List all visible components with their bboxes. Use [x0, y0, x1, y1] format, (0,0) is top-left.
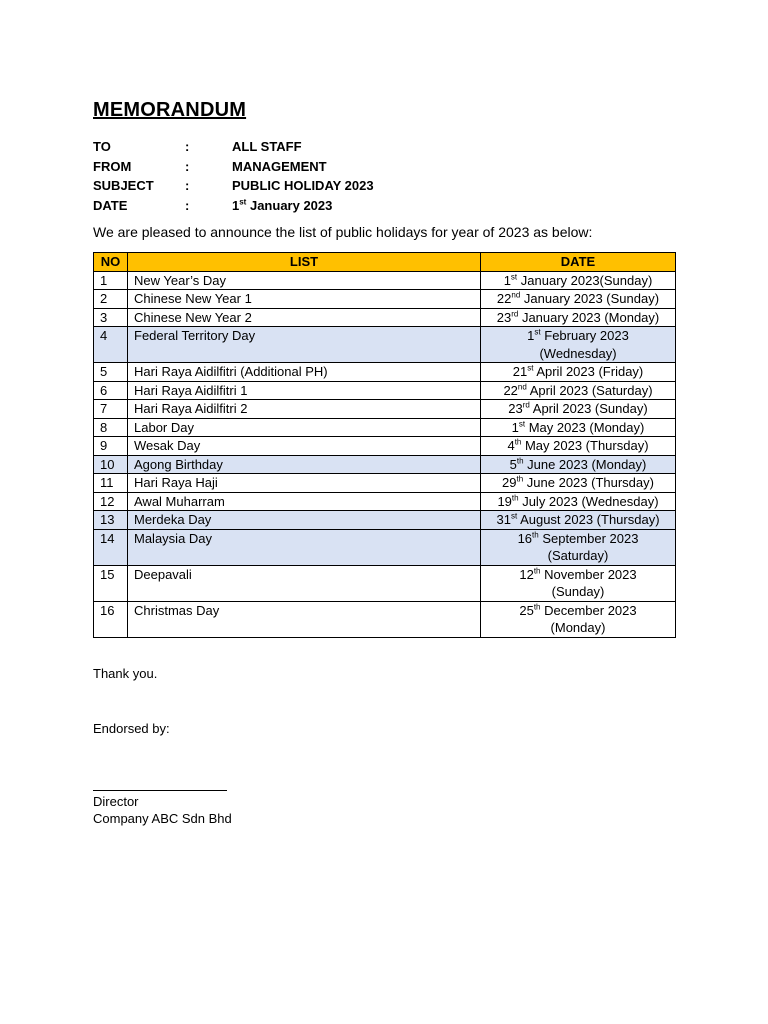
cell-holiday-name: Deepavali — [128, 565, 481, 601]
date-day: 1 — [232, 197, 240, 213]
date-ordinal: st — [510, 272, 518, 282]
date-ordinal: th — [514, 437, 522, 447]
table-row — [94, 511, 676, 530]
cell-no: 4 — [94, 327, 128, 363]
cell-date — [481, 400, 676, 419]
intro-text: We are pleased to announce the list of public holidays for year of 2023 as below: — [93, 224, 593, 240]
date-rest: January 2023(Sunday) — [517, 272, 653, 288]
field-value: PUBLIC HOLIDAY 2023 — [232, 178, 374, 193]
date-ordinal: th — [532, 530, 539, 540]
cell-holiday-name: Hari Raya Aidilfitri 2 — [128, 400, 481, 419]
field-label: DATE — [93, 197, 128, 213]
date-day: 19 — [497, 493, 512, 509]
date-ordinal: rd — [511, 309, 519, 319]
cell-no: 9 — [94, 437, 128, 456]
table-row — [94, 474, 676, 493]
date-day: 25 — [519, 602, 534, 618]
date-ordinal: st — [518, 419, 526, 429]
cell-no: 6 — [94, 381, 128, 400]
cell-holiday-name: Labor Day — [128, 418, 481, 437]
date-rest: April 2023 (Sunday) — [529, 401, 648, 416]
cell-holiday-name: Chinese New Year 2 — [128, 308, 481, 327]
field-colon: : — [185, 139, 190, 154]
signature-line — [93, 790, 227, 791]
cell-holiday-name: Hari Raya Haji — [128, 474, 481, 493]
table-row — [94, 418, 676, 437]
table-row — [94, 400, 676, 419]
cell-date — [481, 327, 676, 363]
cell-holiday-name: Christmas Day — [128, 601, 481, 637]
date-rest: April 2023 (Saturday) — [526, 382, 653, 398]
cell-no: 14 — [94, 529, 128, 565]
field-label: SUBJECT — [93, 178, 154, 193]
date-day: 22 — [496, 291, 512, 306]
date-day: 1 — [503, 272, 511, 288]
company-name: Company ABC Sdn Bhd — [93, 811, 232, 826]
holiday-table-body — [94, 271, 676, 637]
cell-date — [481, 418, 676, 437]
date-day: 21 — [512, 364, 528, 379]
date-day: 23 — [508, 401, 523, 416]
cell-date — [481, 492, 676, 511]
date-ordinal: th — [511, 493, 519, 503]
table-row — [94, 437, 676, 456]
table-row — [94, 327, 676, 363]
cell-date — [481, 363, 676, 382]
date-day: 1 — [511, 419, 519, 435]
date-day: 31 — [496, 512, 511, 527]
table-header-row — [94, 253, 676, 272]
date-ordinal: rd — [522, 400, 530, 410]
date-rest: June 2023 (Monday) — [523, 456, 647, 472]
cell-date — [481, 381, 676, 400]
cell-holiday-name: Hari Raya Aidilfitri 1 — [128, 381, 481, 400]
cell-no: 1 — [94, 271, 128, 290]
header-list: LIST — [128, 253, 481, 272]
table-row — [94, 529, 676, 565]
table-row — [94, 271, 676, 290]
cell-date — [481, 474, 676, 493]
field-colon: : — [185, 178, 190, 193]
cell-no: 2 — [94, 290, 128, 309]
cell-holiday-name: Merdeka Day — [128, 511, 481, 530]
field-label: TO — [93, 139, 111, 154]
signer-title: Director — [93, 794, 139, 809]
cell-holiday-name: Chinese New Year 1 — [128, 290, 481, 309]
table-row — [94, 492, 676, 511]
date-ordinal: th — [533, 602, 541, 612]
header-no: NO — [94, 253, 128, 272]
field-label: FROM — [93, 158, 132, 174]
field-value: ALL STAFF — [232, 139, 302, 154]
cell-date — [481, 455, 676, 474]
cell-no: 3 — [94, 308, 128, 327]
date-rest: February 2023 (Wednesday) — [539, 328, 629, 361]
cell-date — [481, 511, 676, 530]
date-day: 5 — [509, 456, 517, 472]
field-value: MANAGEMENT — [232, 158, 327, 174]
cell-no: 11 — [94, 474, 128, 493]
cell-no: 16 — [94, 601, 128, 637]
cell-holiday-name: Malaysia Day — [128, 529, 481, 565]
cell-holiday-name: Awal Muharram — [128, 492, 481, 511]
date-rest: January 2023 (Monday) — [518, 309, 660, 325]
date-ordinal: th — [533, 566, 541, 576]
date-rest: May 2023 (Monday) — [525, 419, 645, 435]
cell-no: 8 — [94, 418, 128, 437]
header-date: DATE — [481, 253, 676, 272]
date-rest: May 2023 (Thursday) — [521, 438, 649, 453]
cell-date — [481, 308, 676, 327]
cell-date — [481, 565, 676, 601]
table-row — [94, 308, 676, 327]
date-rest: April 2023 (Friday) — [533, 364, 644, 379]
cell-holiday-name: Wesak Day — [128, 437, 481, 456]
table-row — [94, 381, 676, 400]
cell-no: 5 — [94, 363, 128, 382]
field-value — [232, 196, 332, 216]
endorsed-by-label: Endorsed by: — [93, 721, 170, 736]
cell-holiday-name: Federal Territory Day — [128, 327, 481, 363]
cell-holiday-name: Hari Raya Aidilfitri (Additional PH) — [128, 363, 481, 382]
cell-date — [481, 290, 676, 309]
date-rest: July 2023 (Wednesday) — [518, 493, 659, 509]
date-ordinal: st — [527, 363, 534, 373]
table-row — [94, 455, 676, 474]
cell-no: 12 — [94, 492, 128, 511]
thank-you-text: Thank you. — [93, 666, 158, 681]
table-row — [94, 290, 676, 309]
cell-no: 10 — [94, 455, 128, 474]
date-rest: August 2023 (Thursday) — [517, 512, 660, 527]
date-rest: December 2023 (Monday) — [540, 602, 637, 635]
date-rest: June 2023 (Thursday) — [523, 475, 654, 490]
table-row — [94, 601, 676, 637]
field-colon: : — [185, 158, 190, 174]
cell-no: 15 — [94, 565, 128, 601]
cell-date — [481, 529, 676, 565]
cell-date — [481, 437, 676, 456]
date-rest: November 2023 (Sunday) — [540, 566, 637, 599]
date-rest: January 2023 (Sunday) — [520, 291, 660, 306]
table-row — [94, 363, 676, 382]
date-day: 4 — [507, 438, 515, 453]
table-row — [94, 565, 676, 601]
date-day: 12 — [519, 566, 534, 582]
cell-no: 13 — [94, 511, 128, 530]
date-ordinal: th — [516, 456, 524, 466]
cell-holiday-name: Agong Birthday — [128, 455, 481, 474]
memo-title: MEMORANDUM — [93, 99, 247, 121]
cell-date — [481, 271, 676, 290]
cell-no: 7 — [94, 400, 128, 419]
date-ordinal: st — [510, 511, 518, 521]
date-day: 23 — [496, 309, 512, 325]
date-day: 29 — [502, 475, 517, 490]
date-ordinal: nd — [511, 290, 521, 300]
date-day: 1 — [527, 328, 535, 343]
date-day: 16 — [517, 530, 533, 546]
date-day: 22 — [503, 382, 518, 398]
date-ordinal: nd — [517, 382, 527, 392]
date-ordinal: st — [239, 197, 247, 207]
cell-date — [481, 601, 676, 637]
date-ordinal: th — [516, 474, 524, 484]
date-rest: September 2023 (Saturday) — [538, 530, 639, 563]
field-colon: : — [185, 197, 190, 213]
date-rest: January 2023 — [246, 197, 333, 213]
date-ordinal: st — [534, 327, 541, 337]
cell-holiday-name: New Year’s Day — [128, 271, 481, 290]
holiday-table — [93, 252, 676, 638]
